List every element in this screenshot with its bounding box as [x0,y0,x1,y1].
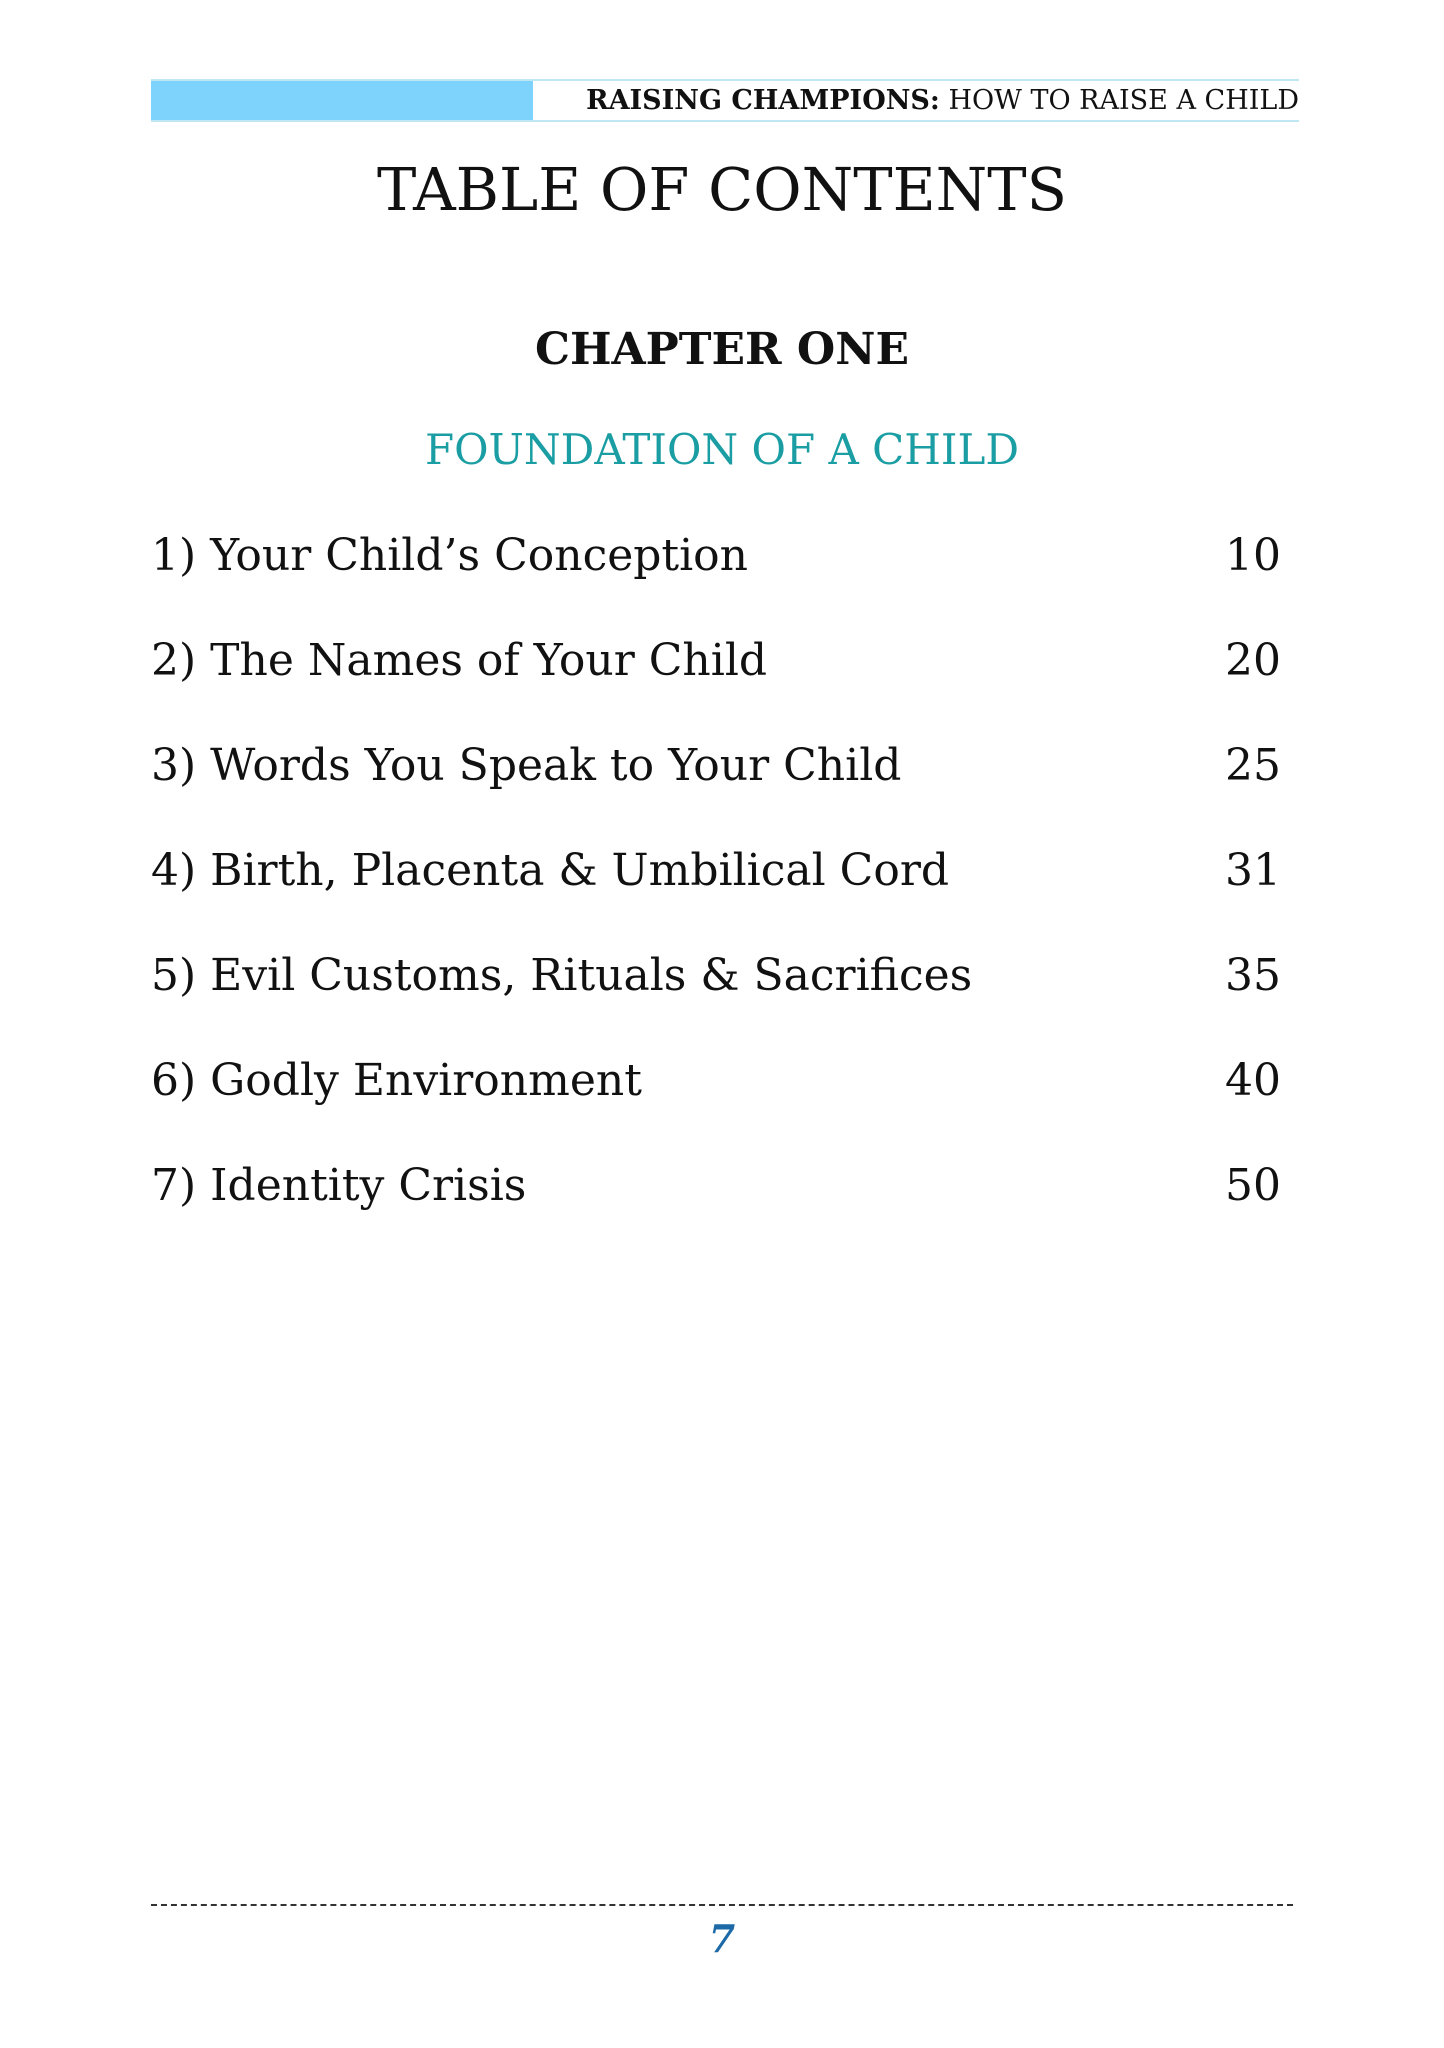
toc-item-4[interactable] [151,843,1281,948]
page-number: 7 [708,1916,736,1961]
book-title [586,81,1299,120]
footer-divider [151,1904,1293,1906]
toc-entry-text: 6) Godly Environment [151,1055,642,1106]
toc-page-number: 25 [1225,740,1281,791]
toc-item-5[interactable] [151,948,1281,1053]
chapter-label: CHAPTER ONE [534,324,910,375]
toc-entry-text: 3) Words You Speak to Your Child [151,740,902,791]
toc-entry-text: 7) Identity Crisis [151,1160,527,1211]
toc-page-number: 50 [1225,1160,1281,1211]
toc-entry-text: 1) Your Child’s Conception [151,530,749,581]
toc-item-1[interactable] [151,528,1281,633]
toc-item-2[interactable] [151,633,1281,738]
toc-page-number: 20 [1225,635,1281,686]
toc-list [151,528,1281,1263]
page-title: TABLE OF CONTENTS [376,155,1068,224]
toc-item-7[interactable] [151,1158,1281,1263]
toc-page-number: 31 [1225,845,1281,896]
toc-page-number: 10 [1225,530,1281,581]
book-title-subtitle: HOW TO RAISE A CHILD [939,85,1299,116]
toc-page-number: 35 [1225,950,1281,1001]
running-header [151,79,1299,122]
chapter-subtitle: FOUNDATION OF A CHILD [424,425,1020,474]
toc-entry-text: 5) Evil Customs, Rituals & Sacrifices [151,950,973,1001]
toc-item-6[interactable] [151,1053,1281,1158]
book-title-main: RAISING CHAMPIONS: [586,85,940,116]
toc-page-number: 40 [1225,1055,1281,1106]
toc-item-3[interactable] [151,738,1281,843]
header-accent-bar [151,81,533,120]
toc-entry-text: 2) The Names of Your Child [151,635,768,686]
toc-entry-text: 4) Birth, Placenta & Umbilical Cord [151,845,950,896]
